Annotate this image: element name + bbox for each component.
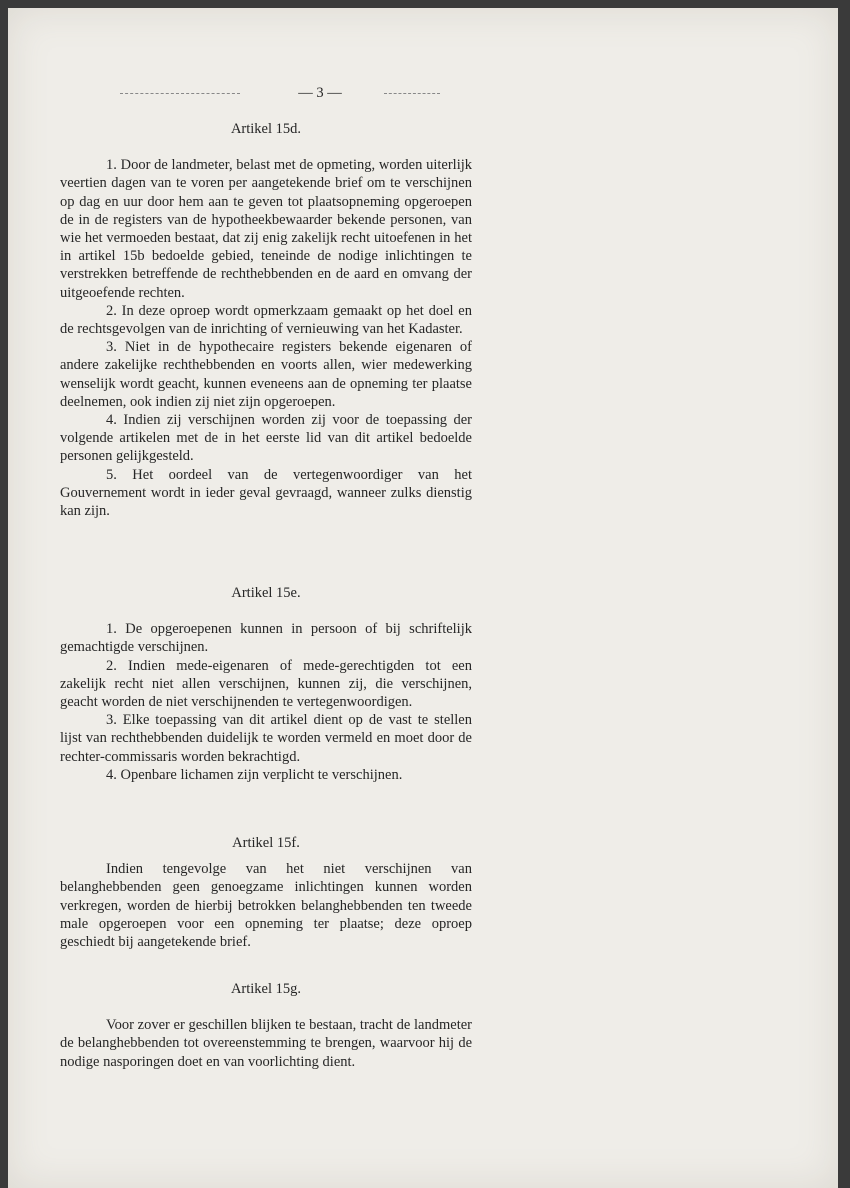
paragraph: Indien tengevolge van het niet verschijnen van belanghebbenden geen genoegzame inlichtingen kunnen worden verkregen, worden de hierbij betrokken belanghebbenden ten tweede male opgeroepen voor een opneming ter plaatse; deze oproep geschiedt bij aangetekende brief. <box>60 861 472 951</box>
page-number: — 3 — <box>260 84 380 102</box>
paragraph: 3. Elke toepassing van dit artikel dient op de vast te stellen lijst van rechthebbenden duidelijk te worden vermeld en moet door de rechter-commissaris worden bekrachtigd. <box>60 712 472 765</box>
paragraph: Voor zover er geschillen blijken te bestaan, tracht de landmeter de belanghebbenden tot overeenstemming te brengen, waarvoor hij de nodige nasporingen doet en van voorlichting dient. <box>60 1017 472 1070</box>
article-heading: Artikel 15e. <box>231 585 301 601</box>
paragraph: 1. Door de landmeter, belast met de opmeting, worden uiterlijk veertien dagen van te voren per aangetekende brief om te verschijnen op dag en uur door hem aan te geven tot plaatsopneming opgeroepen de in de registers van de hypotheekbewaarder bekende personen, van wie het vermoeden bestaat, dat zij enig zakelijk recht uitoefenen in het in artikel 15b bedoelde gebied, teneinde de nodige inlichtingen te verstrekken betreffende de rechthebbenden en de aard en omvang der uitgeoefende rechten. <box>60 157 472 301</box>
article-15e <box>60 584 472 784</box>
article-heading: Artikel 15g. <box>230 981 302 997</box>
paragraph: 4. Indien zij verschijnen worden zij voor de toepassing der volgende artikelen met de in het eerste lid van dit artikel bedoelde personen gelijkgesteld. <box>60 412 472 465</box>
article-heading: Artikel 15f. <box>232 835 300 851</box>
paragraph: 1. De opgeroepenen kunnen in persoon of bij schriftelijk gemachtigde verschijnen. <box>60 621 472 656</box>
paragraph: 2. In deze oproep wordt opmerkzaam gemaakt op het doel en de rechtsgevolgen van de inrichting of vernieuwing van het Kadaster. <box>60 302 472 338</box>
article-15f <box>60 834 472 951</box>
document-page <box>8 8 838 1188</box>
article-15d <box>60 120 472 520</box>
paragraph: 2. Indien mede-eigenaren of mede-gerechtigden tot een zakelijk recht niet allen verschijnen, kunnen zij, die verschijnen, geacht worden de niet verschijnenden te vertegenwoordigen. <box>60 657 472 711</box>
article-heading: Artikel 15d. <box>230 121 302 137</box>
paragraph: 3. Niet in de hypothecaire registers bekende eigenaren of andere zakelijke rechthebbenden en voorts allen, wier medewerking wenselijk wordt geacht, kunnen eveneens aan de opneming ter plaatse deelnemen, ook indien zij niet zijn opgeroepen. <box>60 339 472 410</box>
article-15g <box>60 980 472 1071</box>
paragraph: 5. Het oordeel van de vertegenwoordiger van het Gouvernement wordt in ieder geval gevraagd, wanneer zulks dienstig kan zijn. <box>60 466 472 520</box>
paragraph: 4. Openbare lichamen zijn verplicht te verschijnen. <box>106 766 403 783</box>
